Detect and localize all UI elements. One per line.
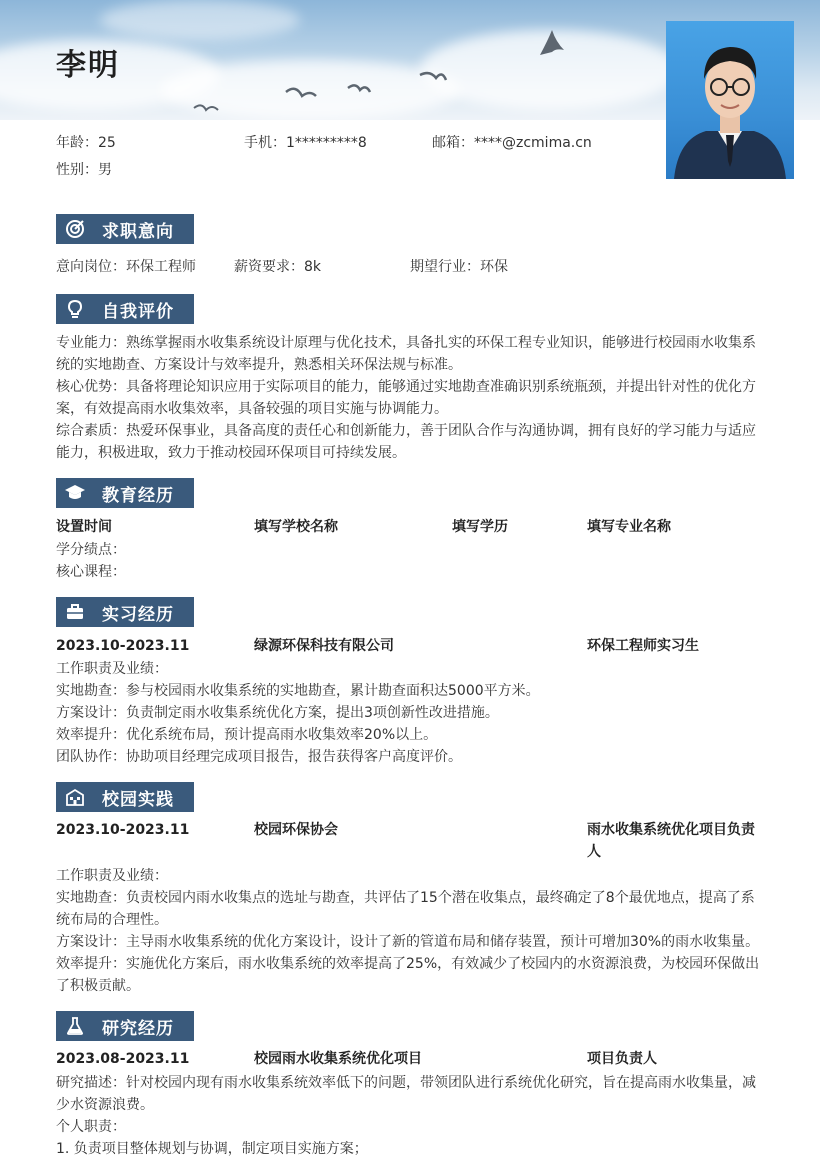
candidate-name: 李明 bbox=[56, 48, 120, 83]
campus-role-continued: 人 bbox=[587, 844, 601, 860]
campus-text-line: 工作职责及业绩： bbox=[56, 868, 168, 884]
lightbulb-icon bbox=[60, 294, 90, 324]
internship-time: 2023.10-2023.11 bbox=[56, 638, 190, 654]
section-title: 教育经历 bbox=[102, 485, 174, 506]
education-entry bbox=[56, 516, 768, 538]
section-title: 求职意向 bbox=[102, 221, 174, 242]
internship-text-line: 方案设计：负责制定雨水收集系统优化方案，提出3项创新性改进措施。 bbox=[56, 705, 499, 721]
intent-row bbox=[56, 256, 768, 278]
internship-text-line: 实地勘查：参与校园雨水收集系统的实地勘查，累计勘查面积达5000平方米。 bbox=[56, 683, 540, 699]
internship-entry bbox=[56, 635, 768, 657]
age-info: 年龄：25 bbox=[56, 135, 116, 151]
campus-text-line: 方案设计：主导雨水收集系统的优化方案设计，设计了新的管道布局和储存装置，预计可增加30%的雨水收集量。 bbox=[56, 934, 760, 950]
education-time: 设置时间 bbox=[56, 519, 112, 535]
intent-position: 意向岗位：环保工程师 bbox=[56, 259, 196, 275]
research-text-line: 少水资源浪费。 bbox=[56, 1097, 154, 1113]
research-entry bbox=[56, 1048, 768, 1070]
self-text-line: 专业能力：熟练掌握雨水收集系统设计原理与优化技术，具备扎实的环保工程专业知识，能够进行校园雨水收集系 bbox=[56, 335, 756, 351]
self-text-line: 统的实地勘查、方案设计与效率提升，熟悉相关环保法规与标准。 bbox=[56, 357, 462, 373]
internship-text-line: 效率提升：优化系统布局，预计提高雨水收集效率20%以上。 bbox=[56, 727, 438, 743]
phone-info: 手机：1*********8 bbox=[244, 135, 367, 151]
section-header-internship bbox=[56, 597, 194, 627]
research-text-line: 1. 负责项目整体规划与协调，制定项目实施方案； bbox=[56, 1141, 368, 1157]
campus-org: 校园环保协会 bbox=[254, 822, 338, 838]
email-info: 邮箱：****@zcmima.cn bbox=[432, 135, 592, 151]
research-role: 项目负责人 bbox=[587, 1051, 657, 1067]
campus-role: 雨水收集系统优化项目负责 bbox=[587, 822, 755, 838]
self-text-line: 案，有效提高雨水收集效率，具备较强的项目实施与协调能力。 bbox=[56, 401, 448, 417]
gender-info: 性别：男 bbox=[56, 162, 112, 178]
briefcase-icon bbox=[60, 597, 90, 627]
campus-text-line: 统布局的合理性。 bbox=[56, 912, 168, 928]
research-text-line: 研究描述：针对校园内现有雨水收集系统效率低下的问题，带领团队进行系统优化研究，旨在提高雨水收集量，减 bbox=[56, 1075, 756, 1091]
education-courses: 核心课程： bbox=[56, 564, 126, 580]
section-title: 校园实践 bbox=[102, 789, 174, 810]
intent-salary: 薪资要求：8k bbox=[234, 259, 322, 275]
graduation-cap-icon bbox=[60, 478, 90, 508]
section-title: 研究经历 bbox=[102, 1018, 174, 1039]
campus-text-line: 了积极贡献。 bbox=[56, 978, 140, 994]
internship-text-line: 团队协作：协助项目经理完成项目报告，报告获得客户高度评价。 bbox=[56, 749, 462, 765]
internship-company: 绿源环保科技有限公司 bbox=[254, 638, 394, 654]
section-header-self bbox=[56, 294, 194, 324]
section-header-research bbox=[56, 1011, 194, 1041]
section-title: 实习经历 bbox=[102, 604, 174, 625]
research-time: 2023.08-2023.11 bbox=[56, 1051, 190, 1067]
building-icon bbox=[60, 782, 90, 812]
self-text-line: 综合素质：热爱环保事业，具备高度的责任心和创新能力，善于团队合作与沟通协调，拥有良好的学习能力与适应 bbox=[56, 423, 756, 439]
campus-role-wrap bbox=[56, 841, 768, 863]
section-header-campus bbox=[56, 782, 194, 812]
self-text-line: 能力，积极进取，致力于推动校园环保项目可持续发展。 bbox=[56, 445, 406, 461]
campus-text-line: 效率提升：实施优化方案后，雨水收集系统的效率提高了25%，有效减少了校园内的水资源浪费，为校园环保做出 bbox=[56, 956, 760, 972]
internship-role: 环保工程师实习生 bbox=[587, 638, 699, 654]
section-header-education bbox=[56, 478, 194, 508]
education-major: 填写专业名称 bbox=[587, 519, 671, 535]
education-gpa: 学分绩点： bbox=[56, 542, 126, 558]
intent-industry: 期望行业：环保 bbox=[410, 259, 508, 275]
campus-time: 2023.10-2023.11 bbox=[56, 822, 190, 838]
section-header-intent bbox=[56, 214, 194, 244]
education-school: 填写学校名称 bbox=[254, 519, 338, 535]
education-degree: 填写学历 bbox=[452, 519, 508, 535]
research-text-line: 个人职责： bbox=[56, 1119, 126, 1135]
internship-text-line: 工作职责及业绩： bbox=[56, 661, 168, 677]
section-title: 自我评价 bbox=[102, 301, 174, 322]
self-text-line: 核心优势：具备将理论知识应用于实际项目的能力，能够通过实地勘查准确识别系统瓶颈，并提出针对性的优化方 bbox=[56, 379, 756, 395]
target-icon bbox=[60, 214, 90, 244]
profile-photo bbox=[666, 21, 794, 179]
flask-icon bbox=[60, 1011, 90, 1041]
campus-entry bbox=[56, 819, 768, 841]
campus-text-line: 实地勘查：负责校园内雨水收集点的选址与勘查，共评估了15个潜在收集点，最终确定了8个最优地点，提高了系 bbox=[56, 890, 755, 906]
research-project: 校园雨水收集系统优化项目 bbox=[254, 1051, 422, 1067]
